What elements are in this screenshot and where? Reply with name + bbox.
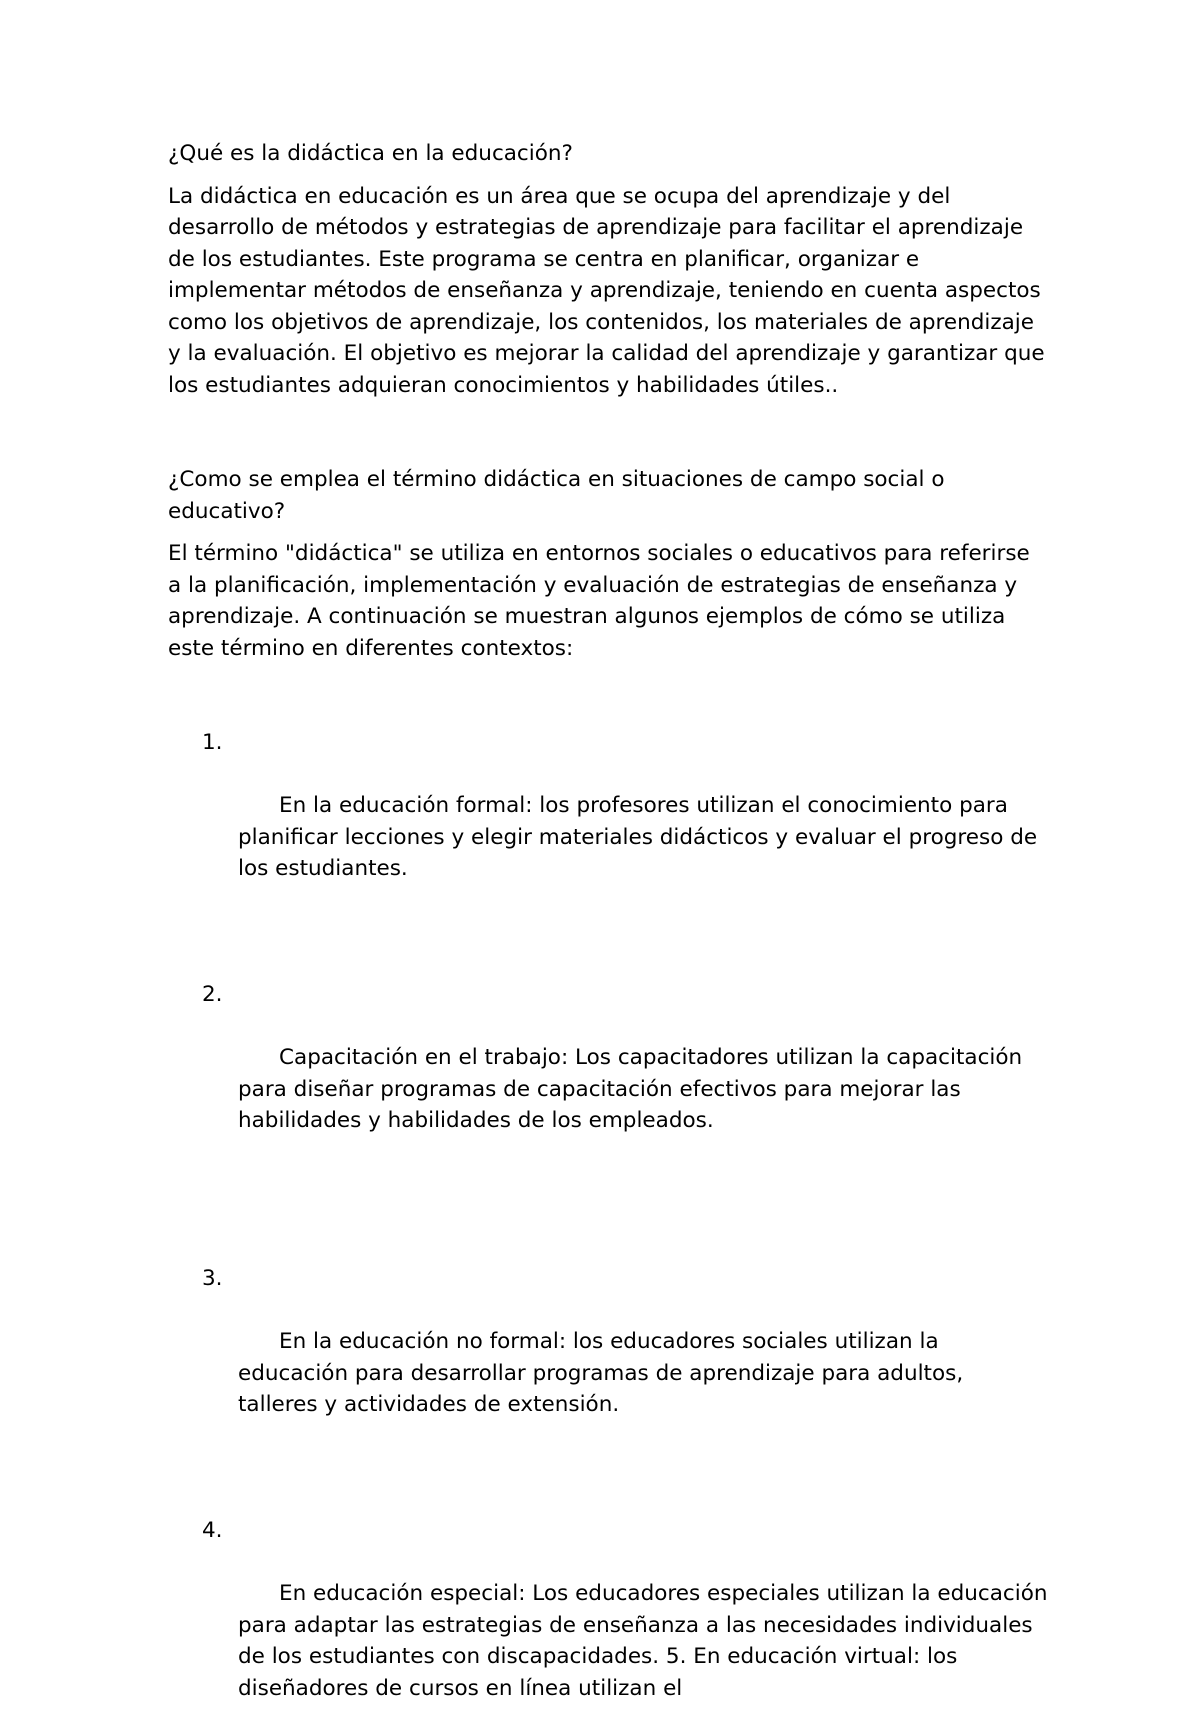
list-item: [168, 1515, 1055, 1736]
list-item-text: En la educación formal: los profesores utilizan el conocimiento para planificar lecciones y elegir materiales didácticos y evaluar el progreso de los estudiantes.: [238, 793, 1044, 881]
list-item-text: Capacitación en el trabajo: Los capacitadores utilizan la capacitación para diseñar programas de capacitación efectivos para mejorar las habilidades y habilidades de los empleados.: [238, 1045, 1029, 1133]
section-2-heading: ¿Como se emplea el término didáctica en situaciones de campo social o educativo?: [168, 467, 952, 524]
list-item-number: 4.: [202, 1518, 223, 1543]
list-item-number: 1.: [202, 730, 223, 755]
list-item: [168, 727, 1048, 916]
spacer: [168, 1452, 1048, 1515]
list-item: [168, 1263, 1048, 1452]
examples-list: [168, 727, 1055, 1736]
section-1-heading: ¿Qué es la didáctica en la educación?: [168, 141, 573, 166]
section-2-paragraph: El término "didáctica" se utiliza en entornos sociales o educativos para referirse a la planificación, implementación y evaluación de estrategias de enseñanza y aprendizaje. A continuación se muestran algunos ejemplos de cómo se utiliza este término en diferentes contextos:: [168, 541, 1037, 661]
section-1-paragraph: La didáctica en educación es un área que se ocupa del aprendizaje y del desarrollo de métodos y estrategias de aprendizaje para facilitar el aprendizaje de los estudiantes. Este programa se centra en planificar, organizar e implementar métodos de enseñanza y aprendizaje, teniendo en cuenta aspectos como los objetivos de aprendizaje, los contenidos, los materiales de aprendizaje y la evaluación. El objetivo es mejorar la calidad del aprendizaje y garantizar que los estudiantes adquieran conocimientos y habilidades útiles..: [168, 183, 1052, 398]
spacer: [168, 664, 1048, 727]
list-item-number: 2.: [202, 982, 223, 1007]
spacer: [168, 401, 1048, 464]
list-item-text: En la educación no formal: los educadores sociales utilizan la educación para desarrollar programas de aprendizaje para adultos, talleres y actividades de extensión.: [238, 1329, 971, 1417]
list-item-text: En educación especial: Los educadores especiales utilizan la educación para adaptar las estrategias de enseñanza a las necesidades individuales de los estudiantes con discapacidades. 5. En educación virtual: los diseñadores de cursos en línea utilizan el: [238, 1581, 1055, 1701]
spacer: [168, 1168, 1048, 1263]
list-item: [168, 979, 1048, 1168]
list-item-number: 3.: [202, 1266, 223, 1291]
spacer: [168, 916, 1048, 979]
document-page: [168, 138, 1055, 1736]
